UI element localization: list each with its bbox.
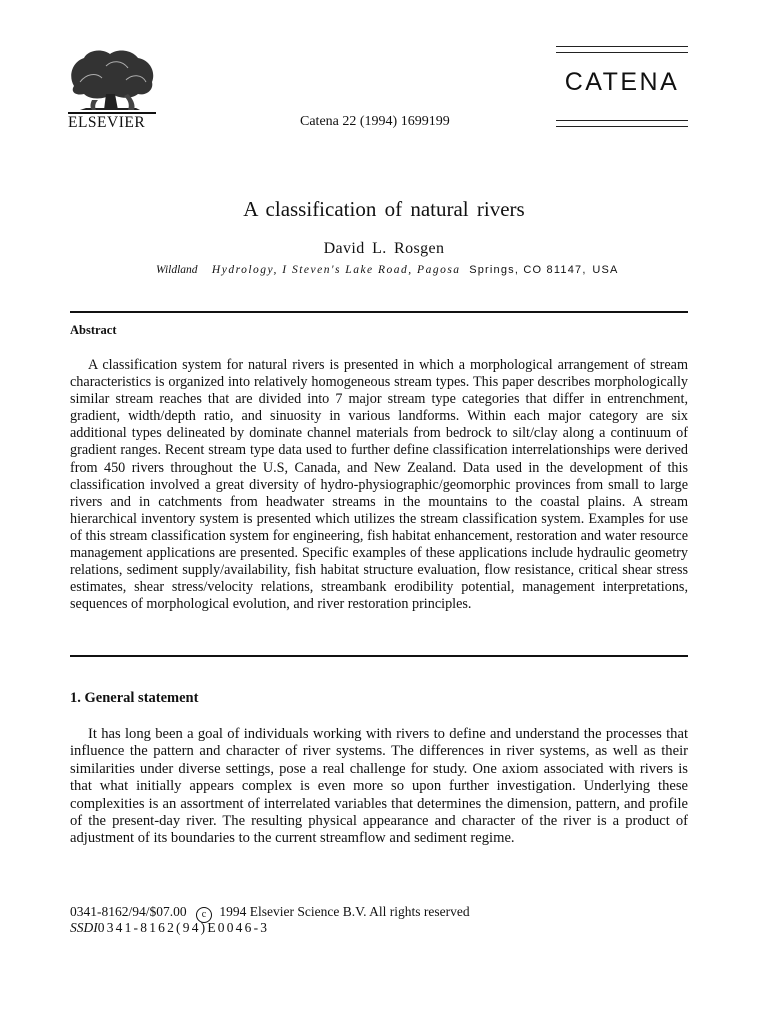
article-author: David L. Rosgen: [323, 240, 445, 257]
elsevier-tree-icon: [66, 46, 158, 116]
abstract-rule-top: [70, 311, 688, 313]
abstract-heading: Abstract: [70, 323, 117, 337]
ssdi-label: SSDI: [70, 920, 98, 935]
author-affiliation: [156, 264, 619, 276]
section-heading: 1. General statement: [70, 690, 199, 706]
journal-rule-bottom: [556, 120, 688, 121]
abstract-rule-bottom: [70, 655, 688, 657]
copyright-text: 1994 Elsevier Science B.V. All rights reserved: [219, 904, 470, 919]
copyright-icon: c: [196, 907, 212, 923]
ssdi-code: 0341-8162(94)E0046-3: [97, 920, 270, 935]
affiliation-city: Springs, CO 81147,: [469, 264, 587, 276]
affiliation-address: Hydrology, I Steven's Lake Road, Pagosa: [211, 264, 461, 276]
price-code: 0341-8162/94/$07.00: [70, 904, 187, 919]
ssdi-line: [70, 920, 269, 936]
article-title: A classification of natural rivers: [243, 197, 525, 221]
journal-rule-top-2: [556, 52, 688, 53]
journal-rule-top: [556, 46, 688, 47]
abstract-body: A classification system for natural rivers is presented in which a morphological arrangement of stream characteristics is organized into relatively homogeneous stream types. This paper describes morphologically similar stream reaches that are divided into 7 major stream type categories that differ in entrenchment, gradient, width/depth ratio, and sinuosity in various landforms. Within each major category are six additional types delineated by dominate channel materials from bedrock to silt/clay along a continuum of gradient ranges. Recent stream type data used to further define classification interrelationships were derived from 450 rivers throughout the U.S, Canada, and New Zealand. Data used in the development of this classification involved a great diversity of hydro-physiographic/geomorphic provinces from small to large rivers and in catchments from headwater streams in the mountains to the coastal plains. A stream hierarchical inventory system is presented which utilizes the stream classification system. Examples for use of this stream classification system for engineering, fish habitat enhancement, restoration and water resource management applications are presented. Specific examples of these applications include hydraulic geometry relations, sediment supply/availability, fish habitat structure evaluation, flow resistance, critical shear stress estimates, shear stress/velocity relations, streambank erodibility potential, management interpretations, sequences of morphological evolution, and river restoration principles.: [70, 357, 688, 613]
affiliation-country: USA: [592, 264, 619, 276]
affiliation-org: Wildland: [156, 264, 198, 276]
journal-citation: Catena 22 (1994) 1699199: [300, 114, 450, 129]
journal-name: CATENA: [564, 68, 680, 96]
publisher-name: ELSEVIER: [68, 114, 146, 131]
section-body: It has long been a goal of individuals working with rivers to define and understand the processes that influence the pattern and character of river systems. The differences in river systems, as well as their similarities under diverse settings, pose a real challenge for study. One axiom associated with rivers is that what initially appears complex is even more so upon further investigation. Underlying these complexities is an assortment of interrelated variables that determines the dimension, pattern, and profile of the present-day river. The resulting physical appearance and character of the river is a product of adjustment of its boundaries to the current streamflow and sediment regime.: [70, 726, 688, 847]
journal-rule-bottom-2: [556, 126, 688, 127]
